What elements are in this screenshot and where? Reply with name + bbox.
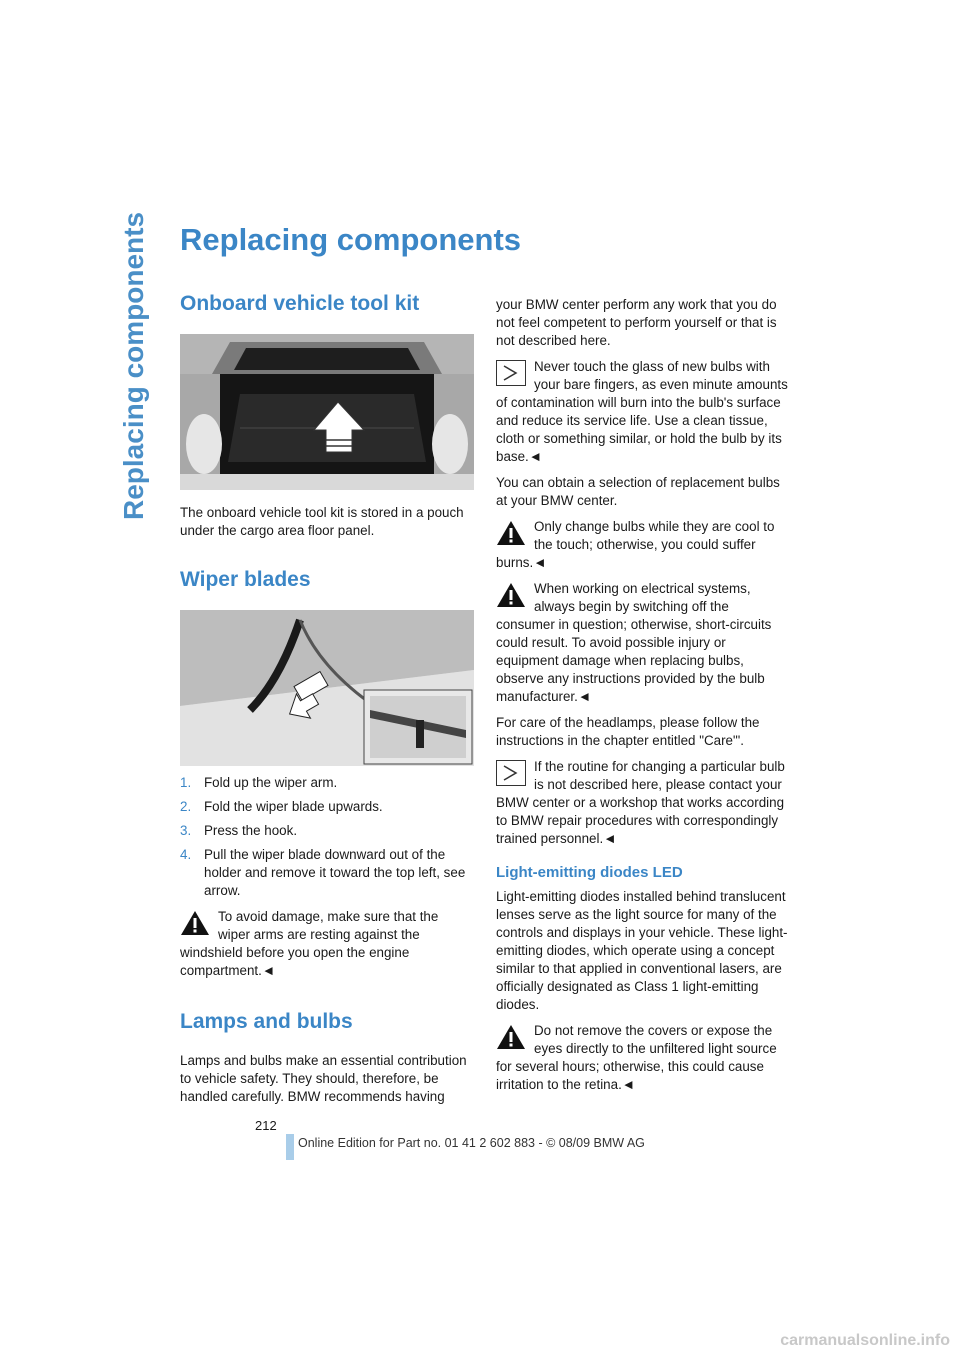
- wiper-steps-list: [180, 774, 474, 900]
- list-item: 3. Press the hook.: [180, 823, 298, 838]
- note-arrow-icon: [496, 360, 526, 386]
- note-arrow-icon: [496, 760, 526, 786]
- led-heading: Light-emitting diodes LED: [496, 864, 683, 881]
- lamps-heading: Lamps and bulbs: [180, 1010, 353, 1033]
- warning-triangle-icon: [496, 582, 526, 608]
- right-column: [496, 296, 790, 1102]
- warning-triangle-icon: [180, 910, 210, 936]
- list-item: 1. Fold up the wiper arm.: [180, 775, 338, 790]
- led-warning: Do not remove the covers or expose the eyes directly to the unfiltered light source for several hours; otherwise, this could cause irritation to the retina.◄: [496, 1023, 777, 1092]
- side-tab-label: Replacing components: [118, 211, 149, 520]
- led-text: Light-emitting diodes installed behind translucent lenses serve as the light source for many of the controls and displays in your vehicle. These light-emitting diodes, which operate using a concept similar to that applied in conventional lasers, are officially designated as Class 1 light-emitting diodes.: [496, 889, 788, 1012]
- list-item: 2. Fold the wiper blade upwards.: [180, 799, 383, 814]
- wiper-image: [180, 610, 474, 766]
- watermark: carmanualsonline.info: [780, 1332, 950, 1349]
- headlamp-care-text: For care of the headlamps, please follow the instructions in the chapter entitled "Care"'.: [496, 715, 760, 748]
- wiper-warning: To avoid damage, make sure that the wiper arms are resting against the windshield before you open the engine compartment.◄: [180, 909, 439, 978]
- toolkit-text: The onboard vehicle tool kit is stored in a pouch under the cargo area floor panel.: [180, 505, 464, 538]
- footer-bar: [286, 1134, 294, 1160]
- page-title: Replacing components: [180, 222, 522, 257]
- wiper-blade-illustration: [180, 610, 474, 766]
- lamps-intro-continued: your BMW center perform any work that you do not feel competent to perform yourself or that is not described here.: [496, 297, 777, 348]
- list-item: 4. Pull the wiper blade downward out of the holder and remove it toward the top left, see arrow.: [180, 847, 466, 898]
- wiper-heading: Wiper blades: [180, 568, 311, 591]
- left-column: [180, 290, 474, 1114]
- bulb-heat-warning: Only change bulbs while they are cool to the touch; otherwise, you could suffer burns.◄: [496, 519, 775, 570]
- bulb-glass-note: Never touch the glass of new bulbs with your bare fingers, as even minute amounts of contamination will burn into the bulb's surface and reduce its service life. Use a clean tissue, cloth or something similar, or hold the bulb by its base.◄: [496, 359, 788, 464]
- bulb-routine-note: If the routine for changing a particular bulb is not described here, please contact your BMW center or a workshop that works according to BMW repair procedures with correspondingly trained personnel.◄: [496, 759, 785, 846]
- footer-edition-text: Online Edition for Part no. 01 41 2 602 883 - © 08/09 BMW AG: [298, 1136, 645, 1150]
- replacement-bulbs-text: You can obtain a selection of replacement bulbs at your BMW center.: [496, 475, 780, 508]
- cargo-area-illustration: [180, 334, 474, 490]
- electrical-warning: When working on electrical systems, always begin by switching off the consumer in question; otherwise, short-circuits could result. To avoid possible injury or equipment damage when replacing bulbs, observe any instructions provided by the bulb manufacturer.◄: [496, 581, 772, 704]
- warning-triangle-icon: [496, 520, 526, 546]
- page-number: 212: [255, 1118, 277, 1133]
- toolkit-image: [180, 334, 474, 490]
- lamps-intro-text: Lamps and bulbs make an essential contribution to vehicle safety. They should, therefore, be handled carefully. BMW recommends having: [180, 1053, 467, 1104]
- toolkit-heading: Onboard vehicle tool kit: [180, 292, 420, 315]
- warning-triangle-icon: [496, 1024, 526, 1050]
